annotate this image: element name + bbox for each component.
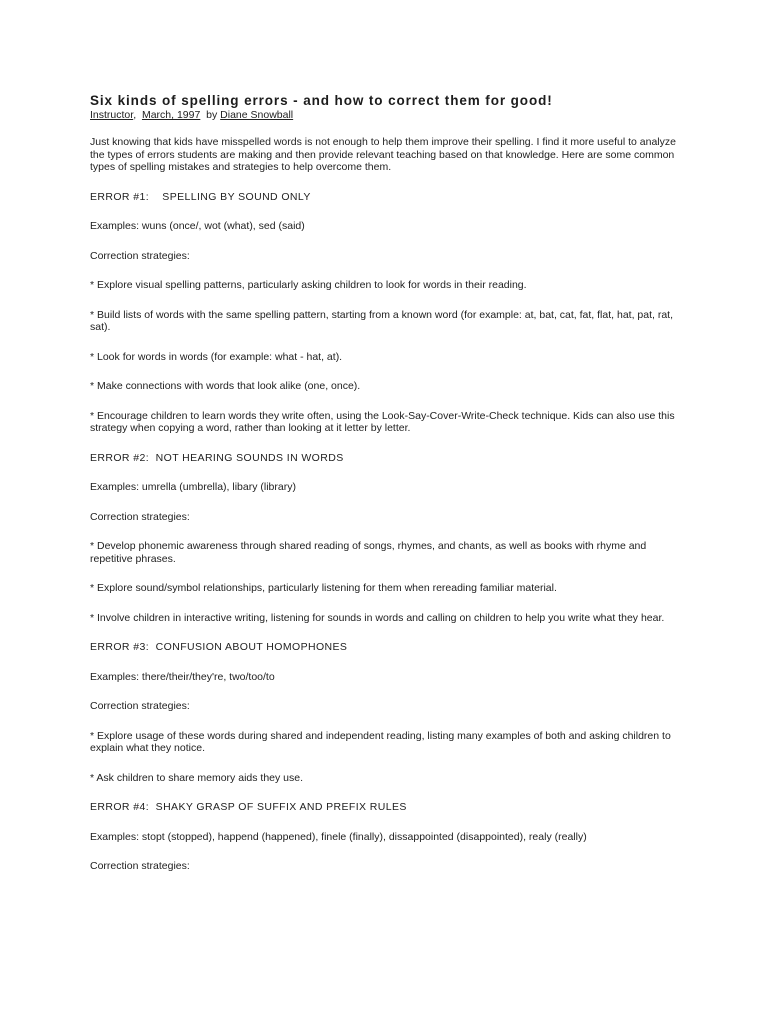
examples-text: Examples: wuns (once/, wot (what), sed (said) [90,220,305,232]
error-section-2 [90,452,690,625]
examples-text: Examples: there/their/they're, two/too/to [90,670,275,683]
strategy-item: * Develop phonemic awareness through shared reading of songs, rhymes, and chants, as well as books with rhyme and repetitive phrases. [90,540,647,565]
author-link[interactable]: Diane Snowball [220,109,294,121]
error-heading: ERROR #3: CONFUSION ABOUT HOMOPHONES [90,641,348,653]
document-page [90,93,690,890]
source-link[interactable]: Instructor [90,109,134,121]
examples-text: Examples: umrella (umbrella), libary (library) [90,481,296,493]
correction-label: Correction strategies: [90,510,190,523]
error-heading: ERROR #4: SHAKY GRASP OF SUFFIX AND PREFIX RULES [90,801,407,813]
error-section-4 [90,801,690,873]
strategy-item: * Explore visual spelling patterns, particularly asking children to look for words in their reading. [90,279,527,291]
article-title: Six kinds of spelling errors - and how to correct them for good! [90,93,553,108]
byline-separator: , [133,109,142,121]
strategy-item: * Build lists of words with the same spelling pattern, starting from a known word (for example: at, bat, cat, fat, flat, hat, pat, rat, sat). [90,308,674,333]
strategy-item: * Make connections with words that look alike (one, once). [90,380,361,392]
correction-label: Correction strategies: [90,700,190,712]
strategy-item: * Look for words in words (for example: what - hat, at). [90,350,343,363]
strategy-item: * Explore usage of these words during shared and independent reading, listing many examples of both and asking children to explain what they notice. [90,729,671,754]
correction-label: Correction strategies: [90,249,190,262]
error-section-3 [90,641,690,784]
error-heading: ERROR #1: SPELLING BY SOUND ONLY [90,190,311,203]
correction-label: Correction strategies: [90,860,190,872]
byline-by: by [200,109,221,121]
error-section-1 [90,191,690,435]
error-heading: ERROR #2: NOT HEARING SOUNDS IN WORDS [90,451,344,464]
byline [90,109,690,122]
intro-paragraph: Just knowing that kids have misspelled words is not enough to help them improve their spelling. I find it more useful to analyze the types of errors students are making and then provide relevant teaching based on that knowledge. Here are some common types of spelling mistakes and strategies to help overcome them. [90,136,676,173]
date-link[interactable]: March, 1997 [141,109,201,121]
strategy-item: * Encourage children to learn words they write often, using the Look-Say-Cover-Write-Check technique. Kids can also use this strategy when copying a word, rather than looking at it letter by letter. [90,409,675,434]
examples-text: Examples: stopt (stopped), happend (happened), finele (finally), dissappointed (disappointed), realy (really) [90,830,587,843]
strategy-item: * Involve children in interactive writing, listening for sounds in words and calling on children to help you write what they hear. [90,611,665,624]
strategy-item: * Ask children to share memory aids they use. [90,771,304,784]
strategy-item: * Explore sound/symbol relationships, particularly listening for them when rereading familiar material. [90,582,557,594]
